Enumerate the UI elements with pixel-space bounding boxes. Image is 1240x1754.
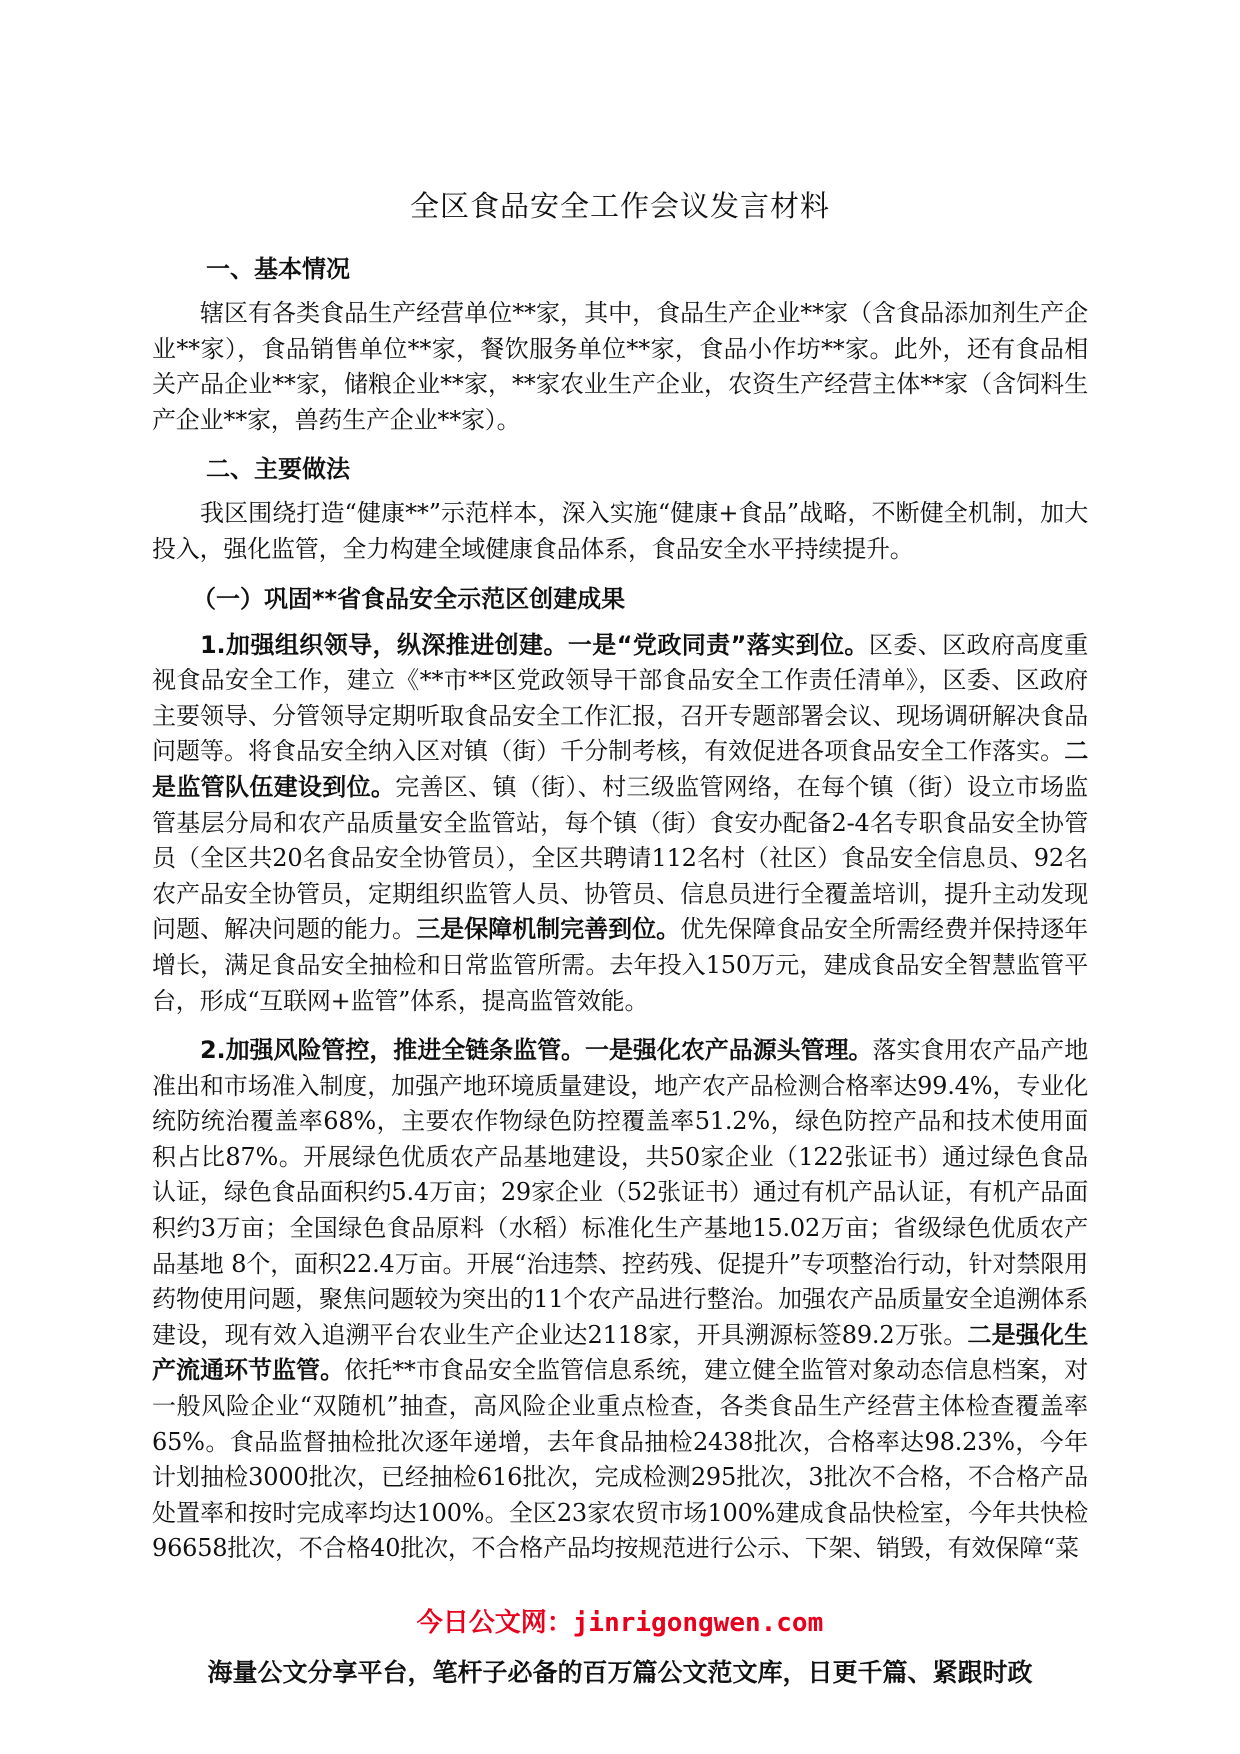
paragraph-text: 区委、区政府高度重视食品安全工作，建立《**市**区党政领导干部食品安全工作责任清单》，区委、区政府主要领导、分管领导定期听取食品安全工作汇报，召开专题部署会议、现场调研解决食品问题等。将食品安全纳入区对镇（街）千分制考核，有效促进各项食品安全工作落实。 xyxy=(152,630,1088,766)
footer-url-link[interactable]: jinrigongwen.com xyxy=(572,1608,824,1638)
document-body xyxy=(152,186,1088,1581)
section-paragraph-basic-situation: 辖区有各类食品生产经营单位**家，其中，食品生产企业**家（含食品添加剂生产企业**家），食品销售单位**家，餐饮服务单位**家，食品小作坊**家。此外，还有食品相关产品企业**家，储粮企业**家，**家农业生产企业，农资生产经营主体**家（含饲料生产企业**家，兽药生产企业**家）。 xyxy=(152,299,1088,434)
subsection-heading-1: （一）巩固**省食品安全示范区创建成果 xyxy=(192,584,626,613)
footer-banner xyxy=(0,1605,1240,1695)
paragraph-text: 依托**市食品安全监管信息系统，建立健全监管对象动态信息档案，对一般风险企业“双随机”抽查，高风险企业重点检查，各类食品生产经营主体检查覆盖率65%。食品监督抽检批次逐年递增，去年食品抽检2438批次，合格率达98.23%，今年计划抽检3000批次，已经抽检616批次，完成检测295批次，3批次不合格，不合格产品处置率和按时完成率均达100%。全区23家农贸市场100%建成食品快检室，今年共快检96658批次，不合格40批次，不合格产品均按规范进行公示、下架、销毁，有效保障“菜 xyxy=(152,1356,1088,1563)
paragraph-lead-bold: 2.加强风险管控，推进全链条监管。一是强化农产品源头管理。 xyxy=(200,1036,873,1065)
paragraph-text: 完善区、镇（街）、村三级监管网络，在每个镇（街）设立市场监管基层分局和农产品质量安全监管站，每个镇（街）食安办配备2-4名专职食品安全协管员（全区共20名食品安全协管员），全区共聘请112名村（社区）食品安全信息员、92名农产品安全协管员，定期组织监管人员、协管员、信息员进行全覆盖培训，提升主动发现问题、解决问题的能力。 xyxy=(152,772,1089,944)
document-title: 全区食品安全工作会议发言材料 xyxy=(409,189,830,223)
footer-slogan: 海量公文分享平台，笔杆子必备的百万篇公文范文库，日更千篇、紧跟时政 xyxy=(207,1658,1033,1687)
section-heading-basic-situation: 一、基本情况 xyxy=(206,255,350,283)
paragraph-inline-bold: 三是保障机制完善到位。 xyxy=(416,915,681,944)
footer-brand-line xyxy=(0,1605,1240,1641)
section-paragraph-main-practices-intro: 我区围绕打造“健康**”示范样本，深入实施“健康+食品”战略，不断健全机制，加大投入，强化监管，全力构建全域健康食品体系，食品安全水平持续提升。 xyxy=(152,499,1088,563)
paragraph-inline-bold: 二是监管队伍建设到位。 xyxy=(152,737,1088,801)
paragraph-lead-bold: 1.加强组织领导，纵深推进创建。一是“党政同责”落实到位。 xyxy=(200,630,869,659)
paragraph-risk-control xyxy=(152,1033,1088,1567)
paragraph-inline-bold: 二是强化生产流通环节监管。 xyxy=(152,1320,1088,1385)
paragraph-organization-leadership xyxy=(152,628,1088,1020)
paragraph-text: 落实食用农产品产地准出和市场准入制度，加强产地环境质量建设，地产农产品检测合格率达99.4%，专业化统防统治覆盖率68%，主要农作物绿色防控覆盖率51.2%，绿色防控产品和技术使用面积占比87%。开展绿色优质农产品基地建设，共50家企业（122张证书）通过绿色食品认证，绿色食品面积约5.4万亩；29家企业（52张证书）通过有机产品认证，有机产品面积约3万亩；全国绿色食品原料（水稻）标准化生产基地15.02万亩；省级绿色优质农产品基地 8个，面积22.4万亩。开展“治违禁、控药残、促提升”专项整治行动，针对禁限用药物使用问题，聚焦问题较为突出的11个农产品进行整治。加强农产品质量安全追溯体系建设，现有效入追溯平台农业生产企业达2118家，开具溯源标签89.2万张。 xyxy=(152,1036,1088,1349)
paragraph-text: 优先保障食品安全所需经费并保持逐年增长，满足食品安全抽检和日常监管所需。去年投入150万元，建成食品安全智慧监管平台，形成“互联网+监管”体系，提高监管效能。 xyxy=(152,915,1088,1015)
footer-brand: 今日公文网： xyxy=(416,1608,573,1638)
section-heading-main-practices: 二、主要做法 xyxy=(206,455,350,484)
